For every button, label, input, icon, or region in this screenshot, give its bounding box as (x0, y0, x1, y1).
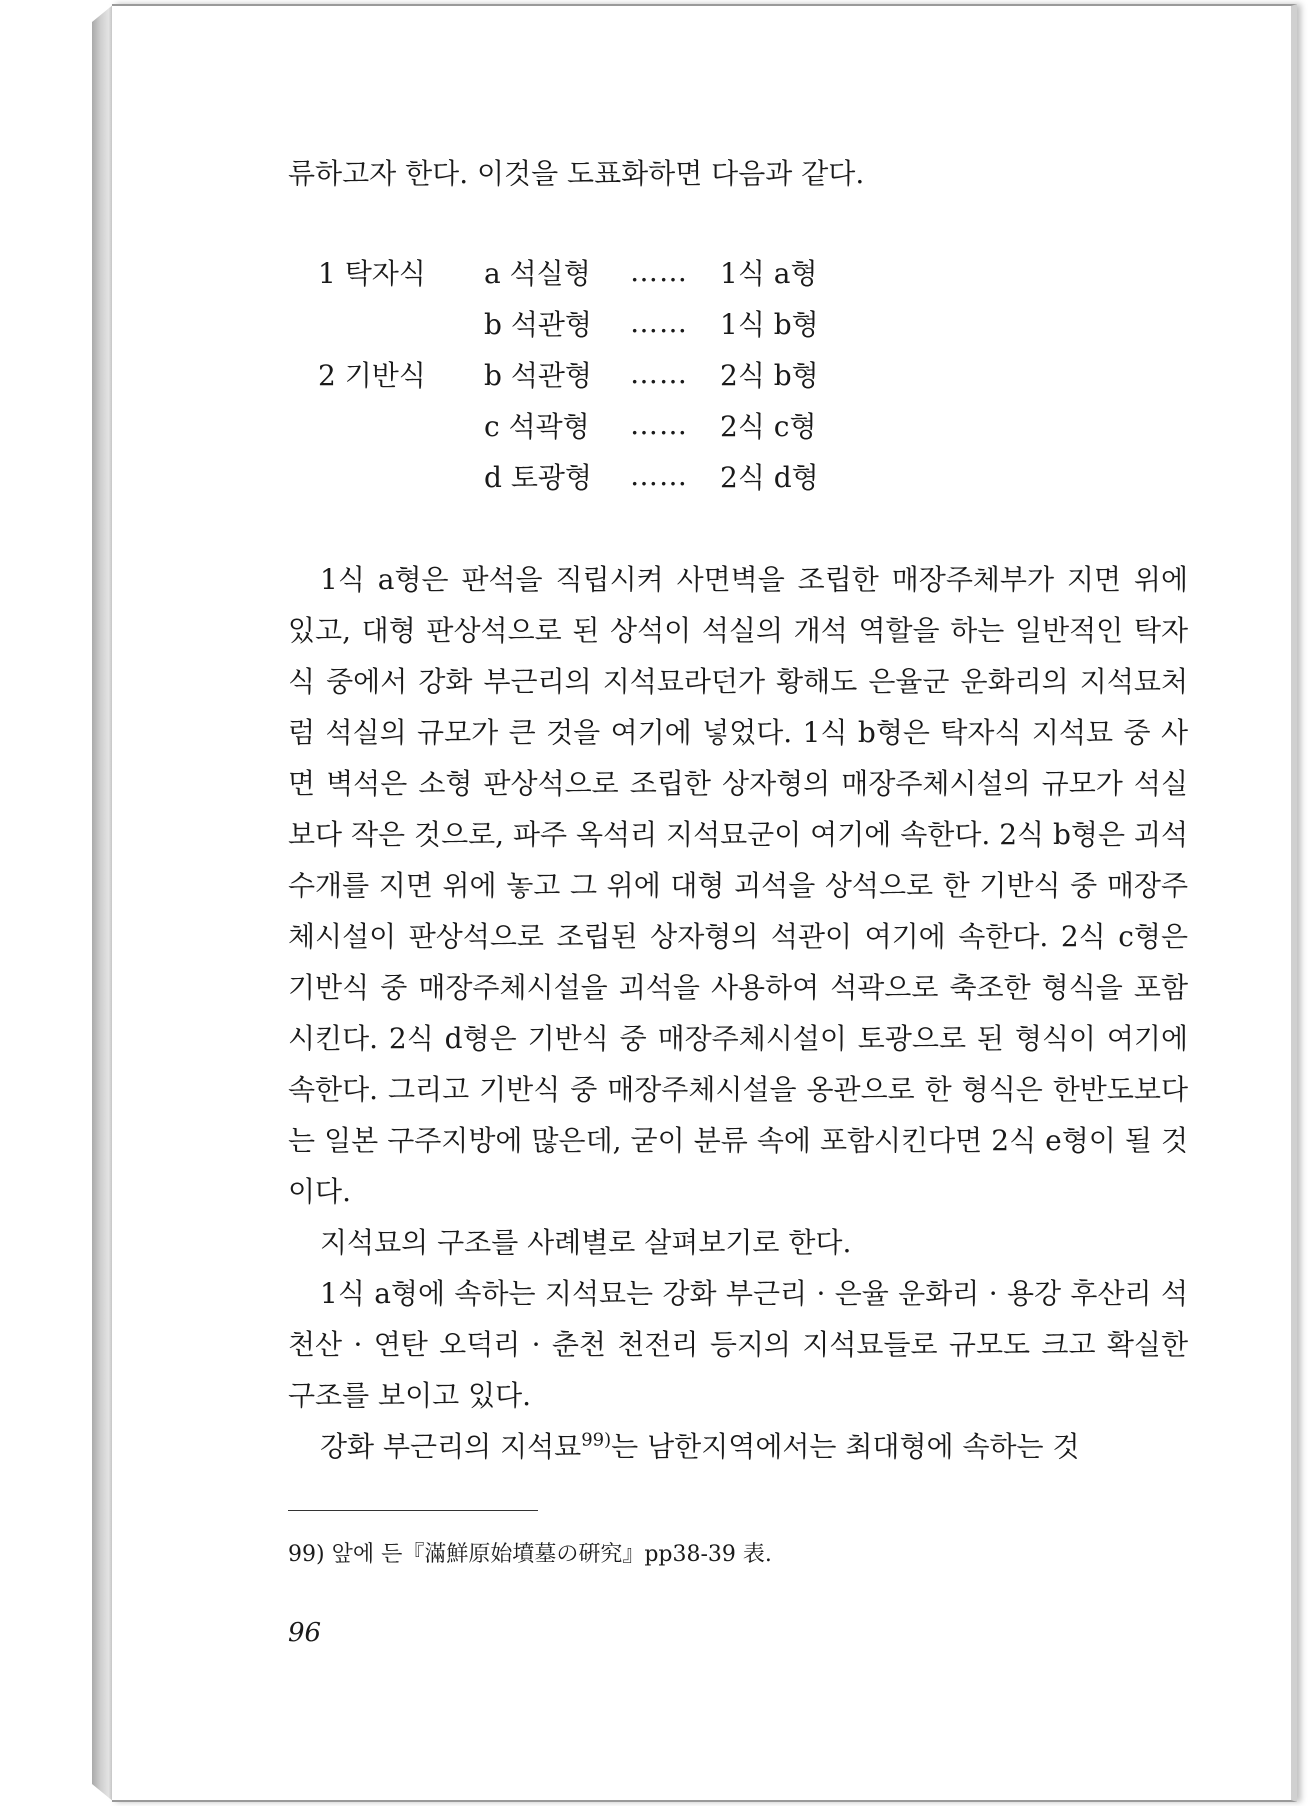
paragraph-type-descriptions: 1식 a형은 판석을 직립시켜 사면벽을 조립한 매장주체부가 지면 위에 있고, 대형 판상석으로 된 상석이 석실의 개석 역할을 하는 일반적인 탁자식 중에서 강화 부근리의 지석묘라던가 황해도 은율군 운화리의 지석묘처럼 석실의 규모가 큰 것을 여기에 넣었다. 1식 b형은 탁자식 지석묘 중 사면 벽석은 소형 판상석으로 조립한 상자형의 매장주체시설의 규모가 석실보다 작은 것으로, 파주 옥석리 지석묘군이 여기에 속한다. 2식 b형은 괴석 수개를 지면 위에 놓고 그 위에 대형 괴석을 상석으로 한 기반식 중 매장주체시설이 판상석으로 조립된 상자형의 석관이 여기에 속한다. 2식 c형은 기반식 중 매장주체시설을 괴석을 사용하여 석곽으로 축조한 형식을 포함시킨다. 2식 d형은 기반식 중 매장주체시설이 토광으로 된 형식이 여기에 속한다. 그리고 기반식 중 매장주체시설을 옹관으로 한 형식은 한반도보다는 일본 구주지방에 많은데, 굳이 분류 속에 포함시킨다면 2식 e형이 될 것이다. (288, 563, 1188, 1208)
type-code: 1식 a형 (720, 256, 818, 290)
classification-row (318, 246, 850, 297)
classification-row (318, 450, 850, 501)
leader-dots: …… (630, 408, 688, 441)
paragraph-text: 강화 부근리의 지석묘 (320, 1430, 582, 1463)
body-text (288, 554, 1188, 1472)
classification-row (318, 297, 850, 348)
footnote: 99) 앞에 든『滿鮮原始墳墓の硏究』pp38-39 表. (288, 1542, 772, 1567)
leader-dots: …… (630, 255, 688, 288)
paragraph-text: 는 남한지역에서는 최대형에 속하는 것 (611, 1430, 1080, 1463)
leader-dots: …… (630, 306, 688, 339)
leader-dots: …… (630, 357, 688, 390)
type-code: 2식 d형 (720, 460, 819, 494)
sub-type: b 석관형 (484, 307, 592, 341)
main-type: 1 탁자식 (318, 256, 426, 290)
classification-table (318, 246, 850, 501)
classification-row (318, 348, 850, 399)
main-type (318, 450, 484, 501)
main-type (318, 297, 484, 348)
main-type (318, 399, 484, 450)
sub-type: d 토광형 (484, 460, 592, 494)
paragraph-intro: 지석묘의 구조를 사례별로 살펴보기로 한다. (320, 1226, 852, 1259)
paragraph-1a-examples: 1식 a형에 속하는 지석묘는 강화 부근리 · 은율 운화리 · 용강 후산리 석천산 · 연탄 오덕리 · 춘천 천전리 등지의 지석묘들로 규모도 크고 확실한 구조를 보이고 있다. (288, 1277, 1188, 1412)
page-number: 96 (288, 1618, 322, 1648)
sub-type: b 석관형 (484, 358, 592, 392)
sub-type: a 석실형 (484, 256, 591, 290)
book-spine (92, 4, 114, 1802)
type-code: 2식 b형 (720, 358, 819, 392)
classification-row (318, 399, 850, 450)
type-code: 1식 b형 (720, 307, 819, 341)
lead-sentence: 류하고자 한다. 이것을 도표화하면 다음과 같다. (288, 157, 865, 190)
main-type: 2 기반식 (318, 358, 426, 392)
footnote-reference[interactable]: 99) (581, 1429, 612, 1451)
book-page (112, 4, 1297, 1802)
paragraph-ganghwa (288, 1421, 1188, 1472)
type-code: 2식 c형 (720, 409, 817, 443)
footnote-divider (288, 1510, 538, 1511)
sub-type: c 석곽형 (484, 409, 590, 443)
leader-dots: …… (630, 459, 688, 492)
